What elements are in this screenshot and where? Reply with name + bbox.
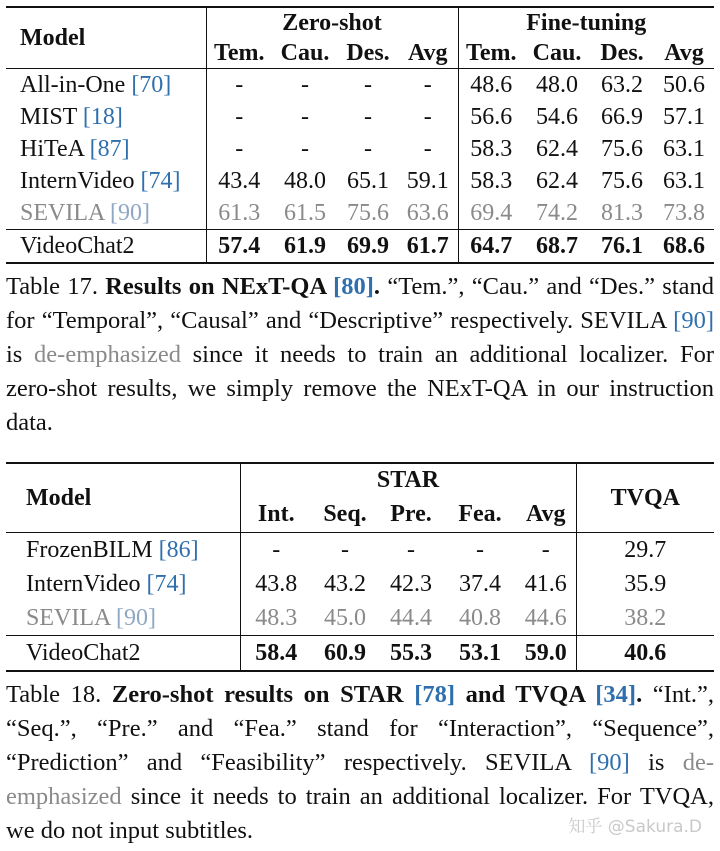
table-row — [6, 133, 714, 165]
star-value-cell: 45.0 — [324, 605, 366, 631]
fine-value-cell: 66.9 — [601, 104, 643, 130]
zero-shot-group-header: Zero-shot — [206, 7, 458, 38]
model-name-cell: FrozenBILM [86] — [26, 537, 199, 563]
zero-cau-header: Cau. — [272, 38, 338, 69]
zero-value-cell: - — [423, 136, 432, 162]
star-value-cell: 44.6 — [524, 605, 567, 631]
fine-value-cell: 68.6 — [654, 230, 714, 264]
zero-value-cell: - — [423, 72, 432, 98]
zero-value-cell: 57.4 — [206, 230, 272, 264]
star-value-cell: 43.2 — [324, 571, 366, 597]
zero-value-cell: - — [206, 101, 272, 133]
zero-value-cell: - — [423, 104, 432, 130]
star-value-cell: - — [341, 537, 349, 563]
table-17-body — [6, 69, 714, 264]
deemphasized-text: de-emphasized — [6, 749, 714, 810]
star-value-cell: 41.6 — [524, 571, 567, 597]
caption-text: “Tem.”, “Cau.” and “Des.” stand for “Temporal”, “Causal” and “Descriptive” respectively. SEVILA — [6, 273, 714, 334]
fine-value-cell: 48.6 — [458, 69, 524, 102]
zero-tem-header: Tem. — [206, 38, 272, 69]
fine-des-header: Des. — [590, 38, 654, 69]
table-18-caption: Table 18. Zero-shot results on STAR [78] and TVQA [34]. “Int.”, “Seq.”, “Pre.” and “Fea.” stand for “Interaction”, “Sequence”, “Prediction” and “Feasibility” respectively. SEVILA [90] is de-emphasized since it needs to train an additional localizer. For TVQA, we do not input subtitles. — [6, 681, 714, 844]
model-name-cell: InternVideo [74] — [20, 168, 181, 194]
star-value-cell: 44.4 — [390, 605, 432, 631]
model-name-cell: SEVILA [90] — [20, 200, 150, 226]
zero-des-header: Des. — [338, 38, 398, 69]
zero-value-cell: - — [301, 136, 309, 162]
caption-label: Table 18. — [6, 681, 112, 708]
model-name-cell: HiTeA [87] — [20, 136, 130, 162]
fine-value-cell: 62.4 — [536, 168, 578, 194]
zero-value-cell: - — [364, 136, 372, 162]
zero-value-cell: 48.0 — [284, 168, 326, 194]
star-value-cell: - — [407, 537, 415, 563]
model-name-cell: InternVideo [74] — [26, 571, 187, 597]
table-17-caption: Table 17. Results on NExT-QA [80]. “Tem.”, “Cau.” and “Des.” stand for “Temporal”, “Causal” and “Descriptive” respectively. SEVILA [90] is de-emphasized since it needs to train an additional localizer. For zero-shot results, we simply remove the NExT-QA in our instruction data. — [6, 273, 714, 436]
fine-value-cell: 54.6 — [536, 104, 578, 130]
citation-link[interactable]: [87] — [89, 136, 130, 162]
zero-value-cell: - — [301, 72, 309, 98]
zero-value-cell: - — [206, 69, 272, 102]
zero-value-cell: - — [206, 133, 272, 165]
table-row — [6, 165, 714, 197]
model-name-cell: MIST [18] — [20, 104, 123, 130]
caption-title: Zero-shot results on STAR [78] and TVQA [34]. — [111, 681, 643, 708]
tvqa-value-cell: 29.7 — [576, 533, 714, 568]
star-value-cell: 40.8 — [459, 605, 501, 631]
model-column-header: Model — [6, 7, 206, 69]
table-row — [6, 533, 714, 568]
star-value-cell: 37.4 — [459, 571, 501, 597]
watermark: 知乎 @Sakura.D — [568, 817, 702, 837]
caption-label: Table 17. — [6, 273, 106, 300]
model-name-cell: SEVILA [90] — [26, 605, 156, 631]
star-avg-header: Avg — [516, 496, 576, 533]
star-value-cell: 55.3 — [378, 636, 444, 672]
caption-text: “Int.”, “Seq.”, “Pre.” and “Fea.” stand for “Interaction”, “Sequence”, “Prediction” and “Feasibility” respectively. SEVILA — [6, 681, 714, 776]
star-value-cell: - — [541, 537, 550, 563]
table-row — [6, 567, 714, 601]
fine-cau-header: Cau. — [524, 38, 590, 69]
fine-avg-header: Avg — [654, 38, 714, 69]
star-int-header: Int. — [240, 496, 312, 533]
table-row — [6, 69, 714, 102]
fine-tuning-group-header: Fine-tuning — [458, 7, 714, 38]
zero-value-cell: 75.6 — [347, 200, 389, 226]
citation-link[interactable]: [74] — [146, 571, 187, 597]
model-name-cell: All-in-One [70] — [20, 72, 172, 98]
star-value-cell: 48.3 — [240, 601, 312, 636]
star-value-cell: 53.1 — [444, 636, 516, 672]
table-18-body — [6, 533, 714, 672]
fine-value-cell: 73.8 — [663, 200, 706, 226]
model-name-cell: VideoChat2 — [6, 230, 206, 264]
zero-value-cell: - — [364, 104, 372, 130]
star-group-header: STAR — [240, 463, 576, 496]
citation-link[interactable]: [18] — [82, 104, 123, 130]
citation-link[interactable]: [90] — [589, 749, 630, 776]
table-row — [6, 636, 714, 672]
zero-value-cell: 61.9 — [272, 230, 338, 264]
fine-value-cell: 64.7 — [458, 230, 524, 264]
fine-tem-header: Tem. — [458, 38, 524, 69]
table-row — [6, 230, 714, 264]
citation-link[interactable]: [90] — [116, 605, 156, 631]
star-fea-header: Fea. — [444, 496, 516, 533]
star-value-cell: 43.8 — [240, 567, 312, 601]
zero-value-cell: 61.3 — [206, 197, 272, 230]
fine-value-cell: 48.0 — [536, 72, 578, 98]
citation-link[interactable]: [86] — [158, 537, 199, 563]
zero-value-cell: 63.6 — [406, 200, 449, 226]
fine-value-cell: 56.6 — [458, 101, 524, 133]
tvqa-value-cell: 38.2 — [576, 601, 714, 636]
citation-link[interactable]: [90] — [673, 307, 714, 334]
fine-value-cell: 58.3 — [458, 165, 524, 197]
citation-link[interactable]: [74] — [140, 168, 181, 194]
caption-title: Results on NExT-QA [80]. — [105, 273, 381, 300]
zero-value-cell: 61.5 — [284, 200, 326, 226]
table-18-star-tvqa — [6, 462, 714, 672]
zero-value-cell: - — [301, 104, 309, 130]
table-row — [6, 197, 714, 230]
citation-link[interactable]: [90] — [110, 200, 150, 226]
table-row — [6, 101, 714, 133]
fine-value-cell: 68.7 — [524, 230, 590, 264]
star-pre-header: Pre. — [378, 496, 444, 533]
zero-value-cell: 65.1 — [347, 168, 389, 194]
star-value-cell: 58.4 — [240, 636, 312, 672]
fine-value-cell: 75.6 — [601, 136, 643, 162]
star-value-cell: - — [476, 537, 484, 563]
table-17-nextqa — [6, 6, 714, 264]
paper-page — [6, 6, 714, 848]
model-column-header: Model — [6, 463, 240, 533]
citation-link[interactable]: [34] — [595, 681, 637, 708]
tvqa-value-cell: 35.9 — [576, 567, 714, 601]
deemphasized-text: de-emphasized — [34, 341, 181, 368]
citation-link[interactable]: [80] — [333, 273, 374, 300]
fine-value-cell: 63.1 — [663, 136, 706, 162]
tvqa-value-cell: 40.6 — [576, 636, 714, 672]
zero-value-cell: 59.1 — [406, 168, 449, 194]
fine-value-cell: 57.1 — [663, 104, 706, 130]
fine-value-cell: 58.3 — [458, 133, 524, 165]
star-value-cell: 59.0 — [516, 636, 576, 672]
zero-avg-header: Avg — [398, 38, 458, 69]
star-value-cell: 42.3 — [390, 571, 432, 597]
star-seq-header: Seq. — [312, 496, 378, 533]
fine-value-cell: 81.3 — [601, 200, 643, 226]
fine-value-cell: 75.6 — [601, 168, 643, 194]
model-name-cell: VideoChat2 — [6, 636, 240, 672]
fine-value-cell: 69.4 — [458, 197, 524, 230]
fine-value-cell: 63.2 — [601, 72, 643, 98]
citation-link[interactable]: [70] — [131, 72, 172, 98]
star-value-cell: 60.9 — [312, 636, 378, 672]
zero-value-cell: 43.4 — [206, 165, 272, 197]
fine-value-cell: 50.6 — [663, 72, 706, 98]
tvqa-header: TVQA — [576, 463, 714, 533]
fine-value-cell: 63.1 — [663, 168, 706, 194]
fine-value-cell: 62.4 — [536, 136, 578, 162]
zero-value-cell: 61.7 — [398, 230, 458, 264]
citation-link[interactable]: [78] — [414, 681, 456, 708]
zero-value-cell: - — [364, 72, 372, 98]
table-row — [6, 601, 714, 636]
zero-value-cell: 69.9 — [338, 230, 398, 264]
fine-value-cell: 76.1 — [590, 230, 654, 264]
fine-value-cell: 74.2 — [536, 200, 578, 226]
star-value-cell: - — [240, 533, 312, 568]
